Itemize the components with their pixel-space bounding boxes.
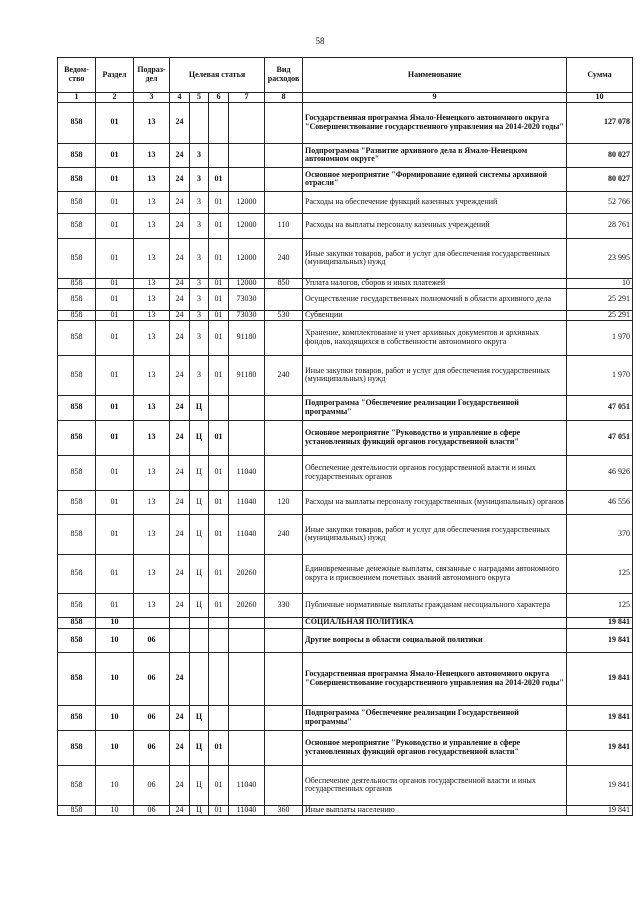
razdel-cell: 01 bbox=[96, 554, 134, 593]
index-cell: 2 bbox=[96, 93, 134, 103]
vedomstvo-cell: 858 bbox=[58, 514, 96, 554]
expense-type-cell bbox=[265, 288, 303, 310]
sum-cell: 125 bbox=[567, 593, 633, 617]
sum-cell: 19 841 bbox=[567, 628, 633, 652]
program-code-cell: 24 bbox=[170, 490, 190, 514]
program-code-cell: 24 bbox=[170, 102, 190, 143]
sum-cell: 10 bbox=[567, 278, 633, 288]
vedomstvo-cell: 858 bbox=[58, 278, 96, 288]
table-row bbox=[58, 102, 633, 143]
table-row bbox=[58, 705, 633, 730]
vedomstvo-cell: 858 bbox=[58, 455, 96, 490]
razdel-cell: 01 bbox=[96, 213, 134, 238]
vedomstvo-cell: 858 bbox=[58, 191, 96, 213]
measure-code-cell: 01 bbox=[209, 490, 229, 514]
measure-code-cell bbox=[209, 102, 229, 143]
program-code-cell: 24 bbox=[170, 278, 190, 288]
expense-type-cell: 850 bbox=[265, 278, 303, 288]
table-body bbox=[58, 102, 633, 815]
expense-type-cell: 330 bbox=[265, 593, 303, 617]
sum-cell: 19 841 bbox=[567, 765, 633, 805]
header-row bbox=[58, 58, 633, 93]
podrazdel-cell: 06 bbox=[134, 765, 170, 805]
direction-code-cell bbox=[229, 652, 265, 705]
index-cell: 5 bbox=[190, 93, 209, 103]
direction-code-cell: 11040 bbox=[229, 455, 265, 490]
measure-code-cell bbox=[209, 143, 229, 167]
program-code-cell: 24 bbox=[170, 705, 190, 730]
table-row bbox=[58, 420, 633, 455]
subprogram-code-cell: Ц bbox=[190, 765, 209, 805]
podrazdel-cell: 13 bbox=[134, 288, 170, 310]
sum-cell: 370 bbox=[567, 514, 633, 554]
vedomstvo-cell: 858 bbox=[58, 490, 96, 514]
direction-code-cell: 11040 bbox=[229, 490, 265, 514]
table-row bbox=[58, 355, 633, 395]
expense-type-cell bbox=[265, 320, 303, 355]
program-code-cell: 24 bbox=[170, 765, 190, 805]
table-row bbox=[58, 310, 633, 320]
sum-cell: 19 841 bbox=[567, 730, 633, 765]
subprogram-code-cell: Ц bbox=[190, 490, 209, 514]
program-code-cell bbox=[170, 628, 190, 652]
header-naimenovanie: Наименование bbox=[303, 58, 567, 93]
vedomstvo-cell: 858 bbox=[58, 143, 96, 167]
razdel-cell: 01 bbox=[96, 278, 134, 288]
vedomstvo-cell: 858 bbox=[58, 310, 96, 320]
name-cell: Обеспечение деятельности органов государственной власти и иных государственных органов bbox=[303, 455, 567, 490]
subprogram-code-cell: 3 bbox=[190, 288, 209, 310]
expense-type-cell bbox=[265, 652, 303, 705]
header-vedomstvo: Ведом- ство bbox=[58, 58, 96, 93]
measure-code-cell bbox=[209, 628, 229, 652]
subprogram-code-cell: 3 bbox=[190, 213, 209, 238]
expense-type-cell: 110 bbox=[265, 213, 303, 238]
razdel-cell: 01 bbox=[96, 167, 134, 191]
sum-cell: 1 970 bbox=[567, 320, 633, 355]
direction-code-cell: 12000 bbox=[229, 191, 265, 213]
direction-code-cell: 11040 bbox=[229, 765, 265, 805]
table-row bbox=[58, 593, 633, 617]
program-code-cell: 24 bbox=[170, 320, 190, 355]
index-row bbox=[58, 93, 633, 103]
measure-code-cell: 01 bbox=[209, 320, 229, 355]
direction-code-cell bbox=[229, 143, 265, 167]
vedomstvo-cell: 858 bbox=[58, 554, 96, 593]
program-code-cell: 24 bbox=[170, 455, 190, 490]
name-cell: Основное мероприятие "Формирование единой системы архивной отрасли" bbox=[303, 167, 567, 191]
subprogram-code-cell: Ц bbox=[190, 705, 209, 730]
index-cell: 1 bbox=[58, 93, 96, 103]
program-code-cell: 24 bbox=[170, 143, 190, 167]
sum-cell: 19 841 bbox=[567, 617, 633, 628]
measure-code-cell: 01 bbox=[209, 288, 229, 310]
podrazdel-cell: 13 bbox=[134, 420, 170, 455]
table-row bbox=[58, 765, 633, 805]
header-celevaya-statya: Целевая статья bbox=[170, 58, 265, 93]
vedomstvo-cell: 858 bbox=[58, 213, 96, 238]
razdel-cell: 10 bbox=[96, 652, 134, 705]
expense-type-cell bbox=[265, 628, 303, 652]
subprogram-code-cell: Ц bbox=[190, 805, 209, 815]
sum-cell: 46 556 bbox=[567, 490, 633, 514]
measure-code-cell bbox=[209, 617, 229, 628]
sum-cell: 19 841 bbox=[567, 652, 633, 705]
measure-code-cell: 01 bbox=[209, 514, 229, 554]
podrazdel-cell: 13 bbox=[134, 310, 170, 320]
vedomstvo-cell: 858 bbox=[58, 593, 96, 617]
index-cell: 10 bbox=[567, 93, 633, 103]
name-cell: Осуществление государственных полномочий в области архивного дела bbox=[303, 288, 567, 310]
table-row bbox=[58, 278, 633, 288]
direction-code-cell: 12000 bbox=[229, 278, 265, 288]
name-cell: Обеспечение деятельности органов государственной власти и иных государственных органов bbox=[303, 765, 567, 805]
razdel-cell: 01 bbox=[96, 310, 134, 320]
expense-type-cell bbox=[265, 167, 303, 191]
measure-code-cell: 01 bbox=[209, 167, 229, 191]
program-code-cell: 24 bbox=[170, 238, 190, 278]
direction-code-cell: 11040 bbox=[229, 805, 265, 815]
podrazdel-cell: 13 bbox=[134, 213, 170, 238]
table-row bbox=[58, 143, 633, 167]
podrazdel-cell: 13 bbox=[134, 514, 170, 554]
program-code-cell: 24 bbox=[170, 652, 190, 705]
name-cell: Основное мероприятие "Руководство и управление в сфере установленных функций органов государственной власти" bbox=[303, 730, 567, 765]
subprogram-code-cell bbox=[190, 628, 209, 652]
name-cell: Расходы на обеспечение функций казенных учреждений bbox=[303, 191, 567, 213]
measure-code-cell bbox=[209, 652, 229, 705]
budget-table bbox=[57, 57, 633, 816]
name-cell: Хранение, комплектование и учет архивных документов и архивных фондов, находящихся в собственности автономного округа bbox=[303, 320, 567, 355]
name-cell: Подпрограмма "Обеспечение реализации Государственной программы" bbox=[303, 395, 567, 420]
index-cell: 4 bbox=[170, 93, 190, 103]
direction-code-cell bbox=[229, 705, 265, 730]
expense-type-cell bbox=[265, 143, 303, 167]
expense-type-cell bbox=[265, 765, 303, 805]
direction-code-cell: 73030 bbox=[229, 288, 265, 310]
expense-type-cell bbox=[265, 455, 303, 490]
measure-code-cell: 01 bbox=[209, 593, 229, 617]
name-cell: Субвенции bbox=[303, 310, 567, 320]
subprogram-code-cell: 3 bbox=[190, 278, 209, 288]
direction-code-cell: 91180 bbox=[229, 355, 265, 395]
header-podrazdel: Подраз- дел bbox=[134, 58, 170, 93]
measure-code-cell: 01 bbox=[209, 238, 229, 278]
razdel-cell: 10 bbox=[96, 765, 134, 805]
program-code-cell: 24 bbox=[170, 191, 190, 213]
measure-code-cell: 01 bbox=[209, 278, 229, 288]
expense-type-cell bbox=[265, 420, 303, 455]
podrazdel-cell: 13 bbox=[134, 102, 170, 143]
table-row bbox=[58, 490, 633, 514]
direction-code-cell bbox=[229, 730, 265, 765]
program-code-cell: 24 bbox=[170, 355, 190, 395]
podrazdel-cell: 13 bbox=[134, 238, 170, 278]
sum-cell: 80 027 bbox=[567, 143, 633, 167]
expense-type-cell bbox=[265, 705, 303, 730]
vedomstvo-cell: 858 bbox=[58, 238, 96, 278]
name-cell: Другие вопросы в области социальной политики bbox=[303, 628, 567, 652]
header-vid-rashodov: Вид расходов bbox=[265, 58, 303, 93]
vedomstvo-cell: 858 bbox=[58, 355, 96, 395]
sum-cell: 127 078 bbox=[567, 102, 633, 143]
expense-type-cell: 530 bbox=[265, 310, 303, 320]
name-cell: Иные закупки товаров, работ и услуг для обеспечения государственных (муниципальных) нужд bbox=[303, 514, 567, 554]
subprogram-code-cell: 3 bbox=[190, 143, 209, 167]
sum-cell: 47 051 bbox=[567, 420, 633, 455]
expense-type-cell: 360 bbox=[265, 805, 303, 815]
podrazdel-cell: 06 bbox=[134, 805, 170, 815]
measure-code-cell bbox=[209, 395, 229, 420]
direction-code-cell bbox=[229, 628, 265, 652]
podrazdel-cell: 13 bbox=[134, 191, 170, 213]
expense-type-cell bbox=[265, 102, 303, 143]
program-code-cell: 24 bbox=[170, 593, 190, 617]
table-row bbox=[58, 191, 633, 213]
program-code-cell: 24 bbox=[170, 310, 190, 320]
program-code-cell: 24 bbox=[170, 288, 190, 310]
name-cell: Иные закупки товаров, работ и услуг для обеспечения государственных (муниципальных) нужд bbox=[303, 355, 567, 395]
program-code-cell bbox=[170, 617, 190, 628]
name-cell: Подпрограмма "Обеспечение реализации Государственной программы" bbox=[303, 705, 567, 730]
measure-code-cell bbox=[209, 705, 229, 730]
name-cell: Расходы на выплаты персоналу казенных учреждений bbox=[303, 213, 567, 238]
header-razdel: Раздел bbox=[96, 58, 134, 93]
table-row bbox=[58, 455, 633, 490]
podrazdel-cell: 06 bbox=[134, 730, 170, 765]
podrazdel-cell: 13 bbox=[134, 490, 170, 514]
razdel-cell: 01 bbox=[96, 191, 134, 213]
vedomstvo-cell: 858 bbox=[58, 705, 96, 730]
measure-code-cell: 01 bbox=[209, 554, 229, 593]
podrazdel-cell: 13 bbox=[134, 455, 170, 490]
measure-code-cell: 01 bbox=[209, 455, 229, 490]
subprogram-code-cell: Ц bbox=[190, 593, 209, 617]
direction-code-cell bbox=[229, 420, 265, 455]
podrazdel-cell: 13 bbox=[134, 593, 170, 617]
subprogram-code-cell: Ц bbox=[190, 554, 209, 593]
vedomstvo-cell: 858 bbox=[58, 395, 96, 420]
table-row bbox=[58, 617, 633, 628]
razdel-cell: 01 bbox=[96, 320, 134, 355]
direction-code-cell bbox=[229, 167, 265, 191]
measure-code-cell: 01 bbox=[209, 213, 229, 238]
podrazdel-cell: 13 bbox=[134, 320, 170, 355]
program-code-cell: 24 bbox=[170, 213, 190, 238]
name-cell: Иные закупки товаров, работ и услуг для обеспечения государственных (муниципальных) нужд bbox=[303, 238, 567, 278]
direction-code-cell: 11040 bbox=[229, 514, 265, 554]
table-row bbox=[58, 167, 633, 191]
program-code-cell: 24 bbox=[170, 514, 190, 554]
expense-type-cell: 240 bbox=[265, 514, 303, 554]
table-row bbox=[58, 805, 633, 815]
name-cell: Государственная программа Ямало-Ненецкого автономного округа "Совершенствование государственного управления на 2014-2020 годы" bbox=[303, 652, 567, 705]
expense-type-cell bbox=[265, 191, 303, 213]
vedomstvo-cell: 858 bbox=[58, 765, 96, 805]
razdel-cell: 10 bbox=[96, 705, 134, 730]
direction-code-cell bbox=[229, 102, 265, 143]
expense-type-cell bbox=[265, 554, 303, 593]
subprogram-code-cell: 3 bbox=[190, 167, 209, 191]
podrazdel-cell bbox=[134, 617, 170, 628]
direction-code-cell bbox=[229, 395, 265, 420]
razdel-cell: 01 bbox=[96, 102, 134, 143]
program-code-cell: 24 bbox=[170, 730, 190, 765]
expense-type-cell: 120 bbox=[265, 490, 303, 514]
vedomstvo-cell: 858 bbox=[58, 805, 96, 815]
direction-code-cell: 12000 bbox=[229, 238, 265, 278]
sum-cell: 25 291 bbox=[567, 310, 633, 320]
podrazdel-cell: 13 bbox=[134, 278, 170, 288]
subprogram-code-cell: Ц bbox=[190, 514, 209, 554]
direction-code-cell: 73030 bbox=[229, 310, 265, 320]
name-cell: Подпрограмма "Развитие архивного дела в Ямало-Ненецком автономном округе" bbox=[303, 143, 567, 167]
name-cell: Уплата налогов, сборов и иных платежей bbox=[303, 278, 567, 288]
table-row bbox=[58, 628, 633, 652]
subprogram-code-cell bbox=[190, 652, 209, 705]
podrazdel-cell: 06 bbox=[134, 705, 170, 730]
subprogram-code-cell: Ц bbox=[190, 395, 209, 420]
vedomstvo-cell: 858 bbox=[58, 628, 96, 652]
razdel-cell: 01 bbox=[96, 490, 134, 514]
program-code-cell: 24 bbox=[170, 554, 190, 593]
expense-type-cell bbox=[265, 395, 303, 420]
measure-code-cell: 01 bbox=[209, 765, 229, 805]
program-code-cell: 24 bbox=[170, 167, 190, 191]
measure-code-cell: 01 bbox=[209, 355, 229, 395]
name-cell: Единовременные денежные выплаты, связанные с наградами автономного округа и присвоением почетных званий автономного округа bbox=[303, 554, 567, 593]
index-cell: 8 bbox=[265, 93, 303, 103]
name-cell: Публичные нормативные выплаты гражданам несоциального характера bbox=[303, 593, 567, 617]
sum-cell: 80 027 bbox=[567, 167, 633, 191]
measure-code-cell: 01 bbox=[209, 420, 229, 455]
table-row bbox=[58, 213, 633, 238]
name-cell: Основное мероприятие "Руководство и управление в сфере установленных функций органов государственной власти" bbox=[303, 420, 567, 455]
sum-cell: 52 766 bbox=[567, 191, 633, 213]
direction-code-cell: 20260 bbox=[229, 554, 265, 593]
expense-type-cell bbox=[265, 730, 303, 765]
expense-type-cell: 240 bbox=[265, 355, 303, 395]
sum-cell: 19 841 bbox=[567, 805, 633, 815]
header-summa: Сумма bbox=[567, 58, 633, 93]
expense-type-cell: 240 bbox=[265, 238, 303, 278]
expense-type-cell bbox=[265, 617, 303, 628]
vedomstvo-cell: 858 bbox=[58, 617, 96, 628]
razdel-cell: 10 bbox=[96, 730, 134, 765]
sum-cell: 19 841 bbox=[567, 705, 633, 730]
measure-code-cell: 01 bbox=[209, 191, 229, 213]
sum-cell: 25 291 bbox=[567, 288, 633, 310]
subprogram-code-cell bbox=[190, 102, 209, 143]
podrazdel-cell: 06 bbox=[134, 628, 170, 652]
table-row bbox=[58, 652, 633, 705]
index-cell: 7 bbox=[229, 93, 265, 103]
subprogram-code-cell: Ц bbox=[190, 730, 209, 765]
program-code-cell: 24 bbox=[170, 395, 190, 420]
vedomstvo-cell: 858 bbox=[58, 167, 96, 191]
subprogram-code-cell: 3 bbox=[190, 355, 209, 395]
measure-code-cell: 01 bbox=[209, 310, 229, 320]
sum-cell: 46 926 bbox=[567, 455, 633, 490]
subprogram-code-cell: Ц bbox=[190, 455, 209, 490]
razdel-cell: 01 bbox=[96, 455, 134, 490]
podrazdel-cell: 13 bbox=[134, 167, 170, 191]
name-cell: Расходы на выплаты персоналу государственных (муниципальных) органов bbox=[303, 490, 567, 514]
table-row bbox=[58, 730, 633, 765]
razdel-cell: 01 bbox=[96, 514, 134, 554]
podrazdel-cell: 13 bbox=[134, 395, 170, 420]
program-code-cell: 24 bbox=[170, 420, 190, 455]
program-code-cell: 24 bbox=[170, 805, 190, 815]
razdel-cell: 01 bbox=[96, 288, 134, 310]
vedomstvo-cell: 858 bbox=[58, 652, 96, 705]
measure-code-cell: 01 bbox=[209, 805, 229, 815]
razdel-cell: 01 bbox=[96, 238, 134, 278]
subprogram-code-cell bbox=[190, 617, 209, 628]
razdel-cell: 01 bbox=[96, 420, 134, 455]
direction-code-cell: 91180 bbox=[229, 320, 265, 355]
sum-cell: 125 bbox=[567, 554, 633, 593]
razdel-cell: 10 bbox=[96, 805, 134, 815]
vedomstvo-cell: 858 bbox=[58, 102, 96, 143]
table-row bbox=[58, 395, 633, 420]
razdel-cell: 01 bbox=[96, 395, 134, 420]
direction-code-cell: 20260 bbox=[229, 593, 265, 617]
razdel-cell: 01 bbox=[96, 355, 134, 395]
subprogram-code-cell: 3 bbox=[190, 238, 209, 278]
index-cell: 3 bbox=[134, 93, 170, 103]
name-cell: Иные выплаты населению bbox=[303, 805, 567, 815]
name-cell: Государственная программа Ямало-Ненецкого автономного округа "Совершенствование государственного управления на 2014-2020 годы" bbox=[303, 102, 567, 143]
razdel-cell: 01 bbox=[96, 593, 134, 617]
direction-code-cell: 12000 bbox=[229, 213, 265, 238]
index-cell: 9 bbox=[303, 93, 567, 103]
direction-code-cell bbox=[229, 617, 265, 628]
subprogram-code-cell: 3 bbox=[190, 191, 209, 213]
podrazdel-cell: 13 bbox=[134, 355, 170, 395]
subprogram-code-cell: 3 bbox=[190, 310, 209, 320]
table-row bbox=[58, 320, 633, 355]
table-row bbox=[58, 514, 633, 554]
razdel-cell: 10 bbox=[96, 617, 134, 628]
sum-cell: 28 761 bbox=[567, 213, 633, 238]
sum-cell: 1 970 bbox=[567, 355, 633, 395]
podrazdel-cell: 06 bbox=[134, 652, 170, 705]
podrazdel-cell: 13 bbox=[134, 143, 170, 167]
vedomstvo-cell: 858 bbox=[58, 320, 96, 355]
measure-code-cell: 01 bbox=[209, 730, 229, 765]
sum-cell: 47 051 bbox=[567, 395, 633, 420]
subprogram-code-cell: Ц bbox=[190, 420, 209, 455]
table-row bbox=[58, 288, 633, 310]
table-row bbox=[58, 238, 633, 278]
page-number: 58 bbox=[315, 36, 325, 46]
name-cell: СОЦИАЛЬНАЯ ПОЛИТИКА bbox=[303, 617, 567, 628]
subprogram-code-cell: 3 bbox=[190, 320, 209, 355]
vedomstvo-cell: 858 bbox=[58, 288, 96, 310]
razdel-cell: 01 bbox=[96, 143, 134, 167]
sum-cell: 23 995 bbox=[567, 238, 633, 278]
index-cell: 6 bbox=[209, 93, 229, 103]
vedomstvo-cell: 858 bbox=[58, 730, 96, 765]
table-row bbox=[58, 554, 633, 593]
razdel-cell: 10 bbox=[96, 628, 134, 652]
vedomstvo-cell: 858 bbox=[58, 420, 96, 455]
podrazdel-cell: 13 bbox=[134, 554, 170, 593]
